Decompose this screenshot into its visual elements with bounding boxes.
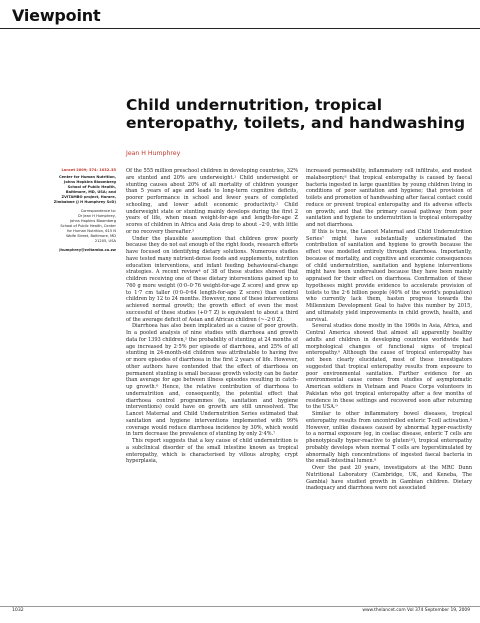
body-column-left <box>126 168 298 594</box>
affiliation-line: Zimbabwe (J H Humphrey ScD) <box>53 200 116 204</box>
section-header <box>0 0 480 26</box>
article-author: Jean H Humphrey <box>126 150 181 157</box>
section-title: Viewpoint <box>12 6 101 25</box>
body-paragraph: Over the past 20 years, investigators at the MRC Dunn Nutritional Laboratory (Cambridge, UK, and Keneba, The Gambia) have studied growth in Gambian children. Dietary inadequacy and diarrhoea were not associated <box>306 465 472 492</box>
body-paragraph: This report suggests that a key cause of child undernutrition is a subclinical disorder of the small intestine known as tropical enteropathy, which is characterised by villous atrophy, crypt hyperplasia, <box>126 438 298 465</box>
sidebar-notes <box>12 168 116 253</box>
correspondence-line: 21205, USA <box>94 239 116 243</box>
body-paragraph: Of the 555 million preschool children in developing countries, 32% are stunted and 20% are underweight.¹ Child underweight or stunting causes about 20% of all mortality of children younger than 5 years of age and leads to long-term cognitive deficits, poorer performance in school and fewer years of completed schooling, and lower adult economic productivity.² Child underweight state or stunting mainly develops during the first 2 years of life, when mean weight-for-age and length-for-age Z scores of children in Africa and Asia drop to about –2·0, with little or no recovery thereafter.³ <box>126 168 298 235</box>
correspondence-line: for Human Nutrition, 615 N <box>67 229 116 233</box>
body-paragraph: Several studies done mostly in the 1960s in Asia, Africa, and Central America showed that almost all apparently healthy adults and children in developing countries worldwide had morphological changes of functional signs of tropical enteropathy.⁹ Although the cause of tropical enteropathy has not been clearly elucidated, most of these investigators suggested that tropical enteropathy results from exposure to poor environmental sanitation. Further evidence for an environmental cause comes from studies of asymptomatic American soldiers in Vietnam and Peace Corps volunteers in Pakistan who got tropical enteropathy after a few months of residence in these settings and recovered soon after returning to the USA.⁹ <box>306 323 472 411</box>
body-paragraph: Similar to other inflammatory bowel diseases, tropical enteropathy results from uncontrolled enteric T-cell activation.⁸ However, unlike diseases caused by abnormal hyper-reactivity to a normal exposure (eg, in coeliac disease, enteric T cells are phenotypically hyper-reactive to gluten¹⁰), tropical enteropathy probably develops when normal T cells are hyperstimulated by abnormally high concentrations of ingested faecal bacteria in the small-intestinal lumen.⁸ <box>306 411 472 465</box>
affiliation-line: Center for Human Nutrition, <box>58 175 116 179</box>
body-column-right <box>306 168 472 594</box>
correspondence-line: Johns Hopkins Bloomberg <box>70 219 116 223</box>
body-paragraph: increased permeability, inflammatory cell infiltrate, and modest malabsorption;⁸ that tropical enteropathy is caused by faecal bacteria ingested in large quantities by young children living in conditions of poor sanitation and hygiene; that provision of toilets and promotion of handwashing after faecal contact could reduce or prevent tropical enteropathy and its adverse effects on growth; and that the primary causal pathway from poor sanitation and hygiene to undernutrition is tropical enteropathy and not diarrhoea. <box>306 168 472 228</box>
citation: Lancet 2009; 374: 1032–35 <box>61 168 116 172</box>
affiliation-line: School of Public Health, <box>67 185 116 189</box>
affiliation-line: ZVITAMBO project, Harare, <box>61 195 116 199</box>
correspondence-line: Correspondence to: <box>80 209 116 213</box>
body-paragraph: Under the plausible assumption that children grow poorly because they do not eat enough of the right foods, research efforts have focused on identifying dietary solutions. Numerous studies have tested many nutrient-dense foods and supplements, nutrition education interventions, and infant feeding behavioural-change strategies. A recent review⁴ of 38 of these studies showed that children receiving one of these dietary interventions gained up to 760 g more weight (0·0–0·76 weight-for-age Z score) and grew up to 1·7 cm taller (0·0–0·64 length-for-age Z score) than control children by 12 to 24 months. However, none of these interventions achieved normal growth; the growth effect of even the most successful of these studies (+0·7 Z) is equivalent to about a third of the average deficit of Asian and African children (~–2·0 Z). <box>126 235 298 323</box>
section-divider <box>0 28 480 29</box>
page-number: 1032 <box>12 608 24 613</box>
affiliation-line: Johns Hopkins Bloomberg <box>64 180 116 184</box>
journal-footer: www.thelancet.com Vol 374 September 19, 2009 <box>362 608 470 613</box>
footer-divider <box>0 606 480 607</box>
correspondence-line: School of Public Health, Center <box>60 224 116 228</box>
correspondence-line: Wolfe Street, Baltimore, MD <box>66 234 116 238</box>
article-title: Child undernutrition, tropical enteropathy, toilets, and handwashing <box>126 96 466 132</box>
correspondence-email[interactable]: jhumphrey@zvitambo.co.zw <box>59 248 116 252</box>
body-paragraph: Diarrhoea has also been implicated as a cause of poor growth. In a pooled analysis of nine studies with diarrhoea and growth data for 1393 children,⁵ the probability of stunting at 24 months of age increased by 2·5% per episode of diarrhoea, and 25% of all stunting in 24-month-old children was attributable to having five or more episodes of diarrhoea in the first 2 years of life. However, other authors have contended that the effect of diarrhoea on permanent stunting is small because growth velocity can be faster than average for age between illness episodes resulting in catch-up growth.⁶ Hence, the relative contribution of diarrhoea to undernutrition and, consequently, the potential effect that diarrhoea control programmes (ie, sanitation and hygiene interventions) could have on growth are still unresolved. The Lancet Maternal and Child Undernutrition Series estimated that sanitation and hygiene interventions implemented with 99% coverage would reduce diarrhoea incidence by 30%, which would in turn decrease the prevalence of stunting by only 2·4%.⁷ <box>126 323 298 438</box>
body-paragraph: If this is true, the Lancet Maternal and Child Undernutrition Series⁷ might have substantially underestimated the contribution of sanitation and hygiene to growth because the effect was modelled entirely through diarrhoea. Importantly, because of mortality, and cognitive and economic consequences of child undernutrition, sanitation and hygiene interventions might have been undervalued because they have been mainly appraised for their effect on diarrhoea. Confirmation of these hypotheses might provide evidence to accelerate provision of toilets to the 2·6 billion people (40% of the world's population) who currently lack them, hasten progress towards the Millennium Development Goal to halve this number by 2015, and ultimately yield improvements in child growth, health, and survival. <box>306 228 472 323</box>
affiliation-line: Baltimore, MD, USA; and <box>65 190 116 194</box>
correspondence-line: Dr Jean H Humphrey, <box>77 214 116 218</box>
